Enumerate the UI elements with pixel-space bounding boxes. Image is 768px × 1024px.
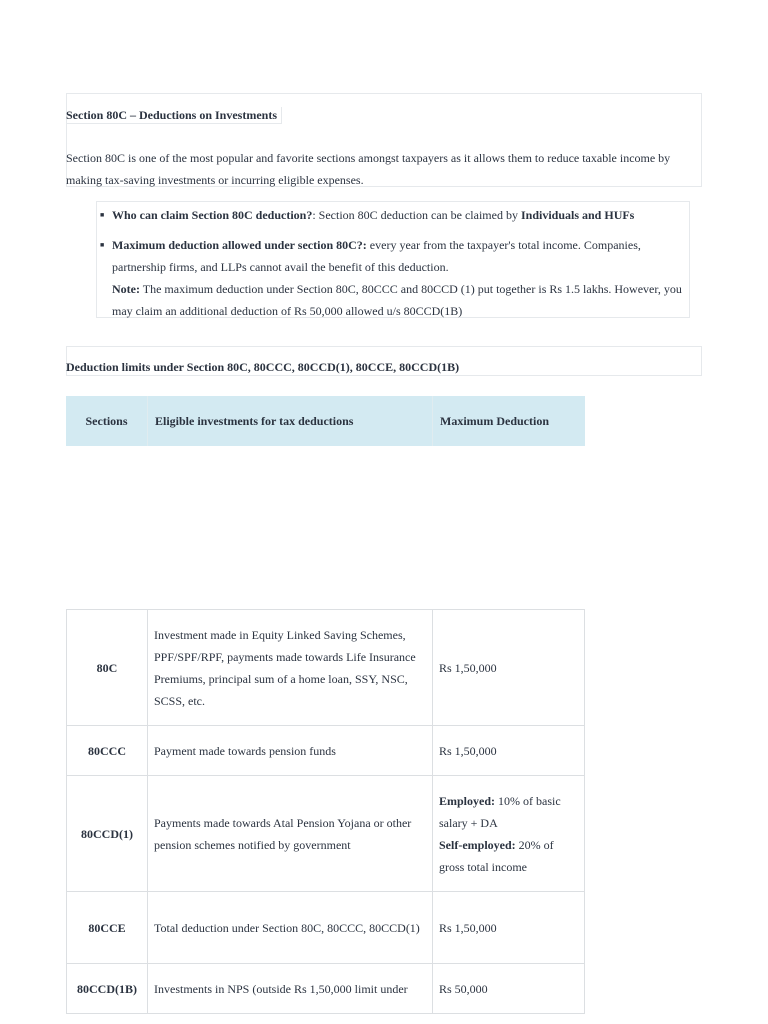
header-sections: Sections bbox=[66, 396, 148, 446]
deduction-cell bbox=[433, 776, 585, 892]
bullet-text: : Section 80C deduction can be claimed by bbox=[312, 208, 521, 222]
table-header bbox=[66, 396, 585, 446]
bullet-heading: Who can claim Section 80C deduction? bbox=[112, 208, 313, 222]
section-cell: 80CCD(1) bbox=[67, 776, 148, 892]
note-label: Note: bbox=[112, 282, 140, 296]
intro-paragraph: Section 80C is one of the most popular and favorite sections amongst taxpayers as it allows them to reduce taxable income by making tax-saving investments or incurring eligible expenses. bbox=[66, 151, 671, 187]
investment-cell: Investment made in Equity Linked Saving Schemes, PPF/SPF/RPF, payments made towards Life Insurance Premiums, principal sum of a home loan, SSY, NSC, SCSS, etc. bbox=[148, 610, 433, 726]
investment-cell: Investments in NPS (outside Rs 1,50,000 limit under bbox=[148, 964, 433, 1014]
table-row bbox=[67, 892, 585, 964]
bullet-bold-text: Individuals and HUFs bbox=[520, 208, 635, 222]
deduction-cell: Rs 1,50,000 bbox=[433, 610, 585, 726]
section-cell: 80CCE bbox=[67, 892, 148, 964]
bullet-dot-icon: ■ bbox=[100, 241, 105, 249]
self-employed-value: 20% of gross total income bbox=[439, 837, 554, 874]
bullet-heading: Maximum deduction allowed under section 80C?: bbox=[112, 238, 367, 252]
self-employed-label: Self-employed: bbox=[439, 837, 516, 852]
table-row bbox=[67, 964, 585, 1014]
investment-cell: Total deduction under Section 80C, 80CCC, 80CCD(1) bbox=[148, 892, 433, 964]
deduction-cell: Rs 50,000 bbox=[433, 964, 585, 1014]
investment-cell: Payments made towards Atal Pension Yojana or other pension schemes notified by government bbox=[148, 776, 433, 892]
bullet-text: every year from the taxpayer's total income. Companies, partnership firms, and LLPs cannot avail the benefit of this deduction. bbox=[112, 238, 641, 274]
bullet-dot-icon: ■ bbox=[100, 211, 105, 219]
section-cell: 80C bbox=[67, 610, 148, 726]
section-title: Section 80C – Deductions on Investments bbox=[66, 107, 282, 124]
table-row bbox=[67, 610, 585, 726]
section-cell: 80CCC bbox=[67, 726, 148, 776]
deduction-cell: Rs 1,50,000 bbox=[433, 726, 585, 776]
employed-value: 10% of basic salary + DA bbox=[439, 793, 561, 830]
table-row bbox=[67, 776, 585, 892]
note-text: The maximum deduction under Section 80C, 80CCC and 80CCD (1) put together is Rs 1.5 lakhs. However, you may claim an additional deduction of Rs 50,000 allowed u/s 80CCD(1B) bbox=[112, 282, 682, 318]
header-max-deduction: Maximum Deduction bbox=[440, 413, 549, 428]
deduction-table bbox=[66, 609, 585, 1014]
investment-cell: Payment made towards pension funds bbox=[148, 726, 433, 776]
deduction-cell: Rs 1,50,000 bbox=[433, 892, 585, 964]
section-cell: 80CCD(1B) bbox=[67, 964, 148, 1014]
employed-label: Employed: bbox=[439, 793, 496, 808]
table-row bbox=[67, 726, 585, 776]
limits-title: Deduction limits under Section 80C, 80CCC, 80CCD(1), 80CCE, 80CCD(1B) bbox=[66, 360, 460, 374]
header-investments: Eligible investments for tax deductions bbox=[148, 396, 433, 446]
